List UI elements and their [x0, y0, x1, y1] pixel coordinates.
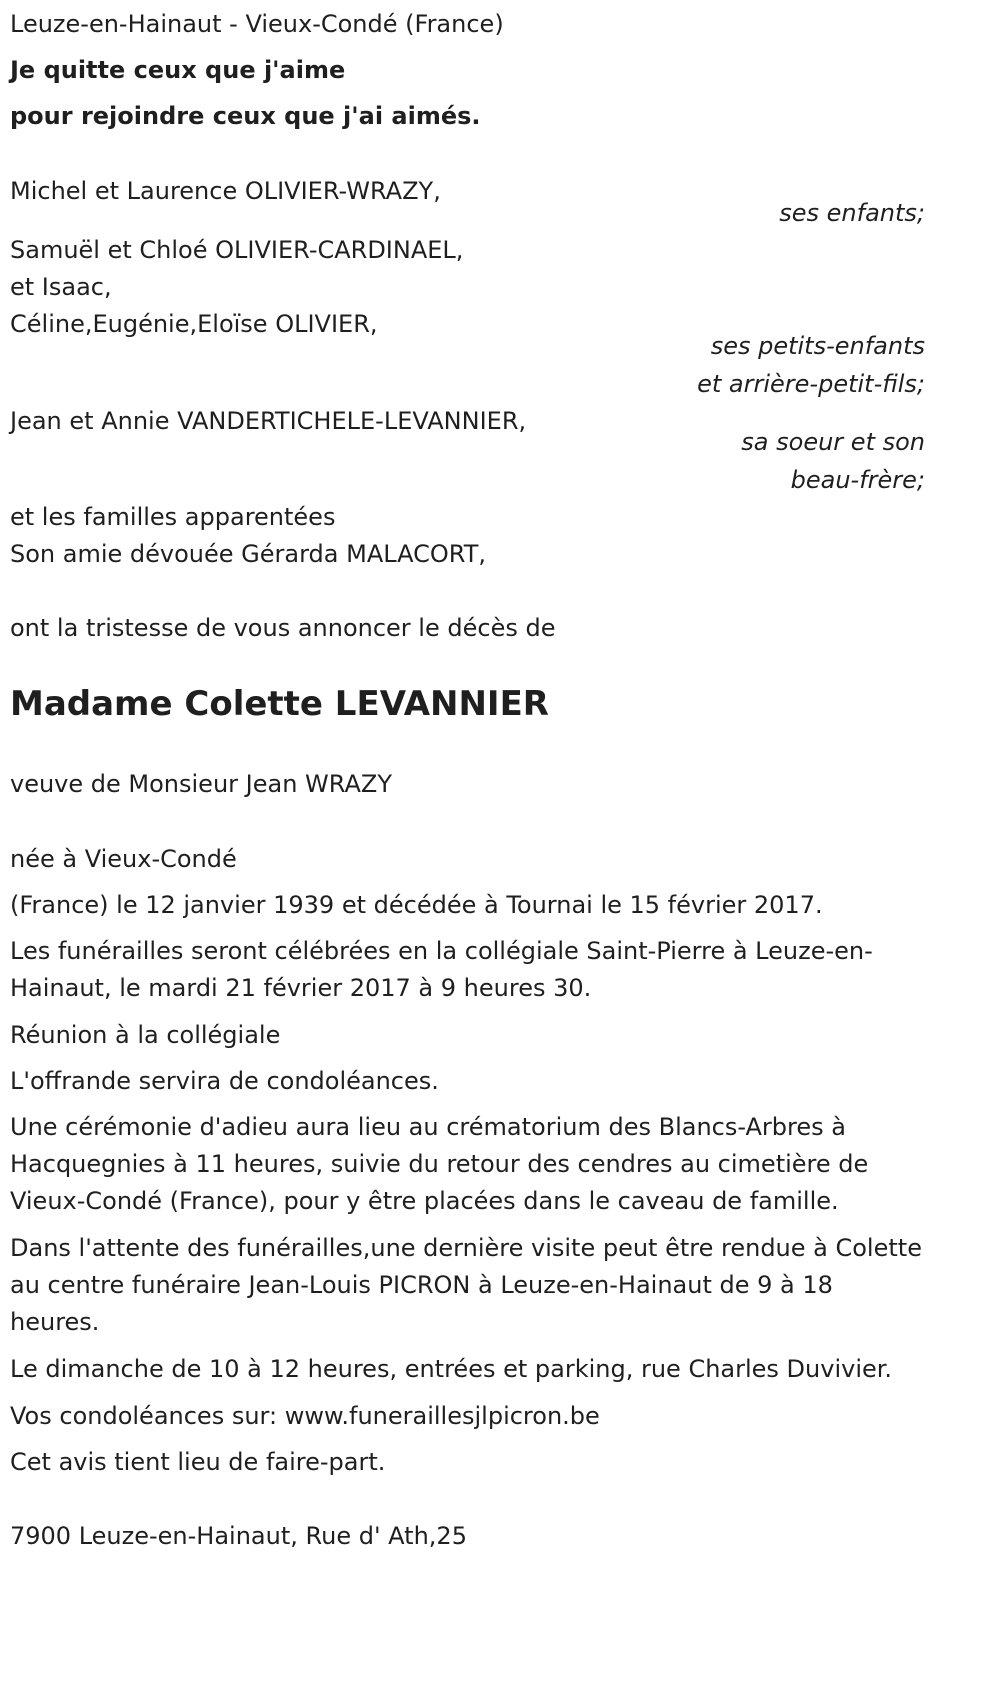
extended-family-line-2: Son amie dévouée Gérarda MALACORT, [10, 540, 487, 568]
children-names: Michel et Laurence OLIVIER-WRAZY, [10, 177, 441, 205]
location-line: Leuze-en-Hainaut - Vieux-Condé (France) [10, 10, 504, 38]
sibling-role-1: sa soeur et son [741, 428, 925, 456]
ceremony-details: Une cérémonie d'adieu aura lieu au crématorium des Blancs-Arbres à Hacquegnies à 11 heures, suivie du retour des cendres au cimetière de Vieux-Condé (France), pour y être placées dans le caveau de famille. [10, 1113, 869, 1215]
sibling-names: Jean et Annie VANDERTICHELE-LEVANNIER, [10, 407, 527, 435]
extended-family-line-1: et les familles apparentées [10, 503, 336, 531]
condolences-link: Vos condoléances sur: www.funeraillesjlpicron.be [10, 1402, 600, 1430]
quote-line-1: Je quitte ceux que j'aime [10, 56, 346, 84]
notice-statement: Cet avis tient lieu de faire-part. [10, 1448, 386, 1476]
deceased-name: Madame Colette LEVANNIER [10, 684, 549, 724]
birthplace: née à Vieux-Condé [10, 845, 237, 873]
address: 7900 Leuze-en-Hainaut, Rue d' Ath,25 [10, 1522, 467, 1550]
quote-line-2: pour rejoindre ceux que j'ai aimés. [10, 102, 481, 130]
sunday-details: Le dimanche de 10 à 12 heures, entrées et parking, rue Charles Duvivier. [10, 1355, 893, 1383]
sibling-role-2: beau-frère; [790, 466, 925, 494]
visit-details: Dans l'attente des funérailles,une dernière visite peut être rendue à Colette au centre funéraire Jean-Louis PICRON à Leuze-en-Hainaut de 9 à 18 heures. [10, 1234, 922, 1336]
grandchildren-line-2: et Isaac, [10, 273, 112, 301]
life-dates: (France) le 12 janvier 1939 et décédée à Tournai le 15 février 2017. [10, 891, 823, 919]
meeting-place: Réunion à la collégiale [10, 1021, 281, 1049]
grandchildren-line-3: Céline,Eugénie,Eloïse OLIVIER, [10, 310, 378, 338]
grandchildren-line-1: Samuël et Chloé OLIVIER-CARDINAEL, [10, 236, 464, 264]
widow-of: veuve de Monsieur Jean WRAZY [10, 770, 392, 798]
announcement-intro: ont la tristesse de vous annoncer le décès de [10, 614, 556, 642]
offering-note: L'offrande servira de condoléances. [10, 1067, 439, 1095]
grandchildren-role-1: ses petits-enfants [710, 332, 925, 360]
funeral-details: Les funérailles seront célébrées en la collégiale Saint-Pierre à Leuze-en-Hainaut, le mardi 21 février 2017 à 9 heures 30. [10, 937, 873, 1002]
grandchildren-role-2: et arrière-petit-fils; [697, 370, 925, 398]
children-role: ses enfants; [779, 199, 925, 227]
